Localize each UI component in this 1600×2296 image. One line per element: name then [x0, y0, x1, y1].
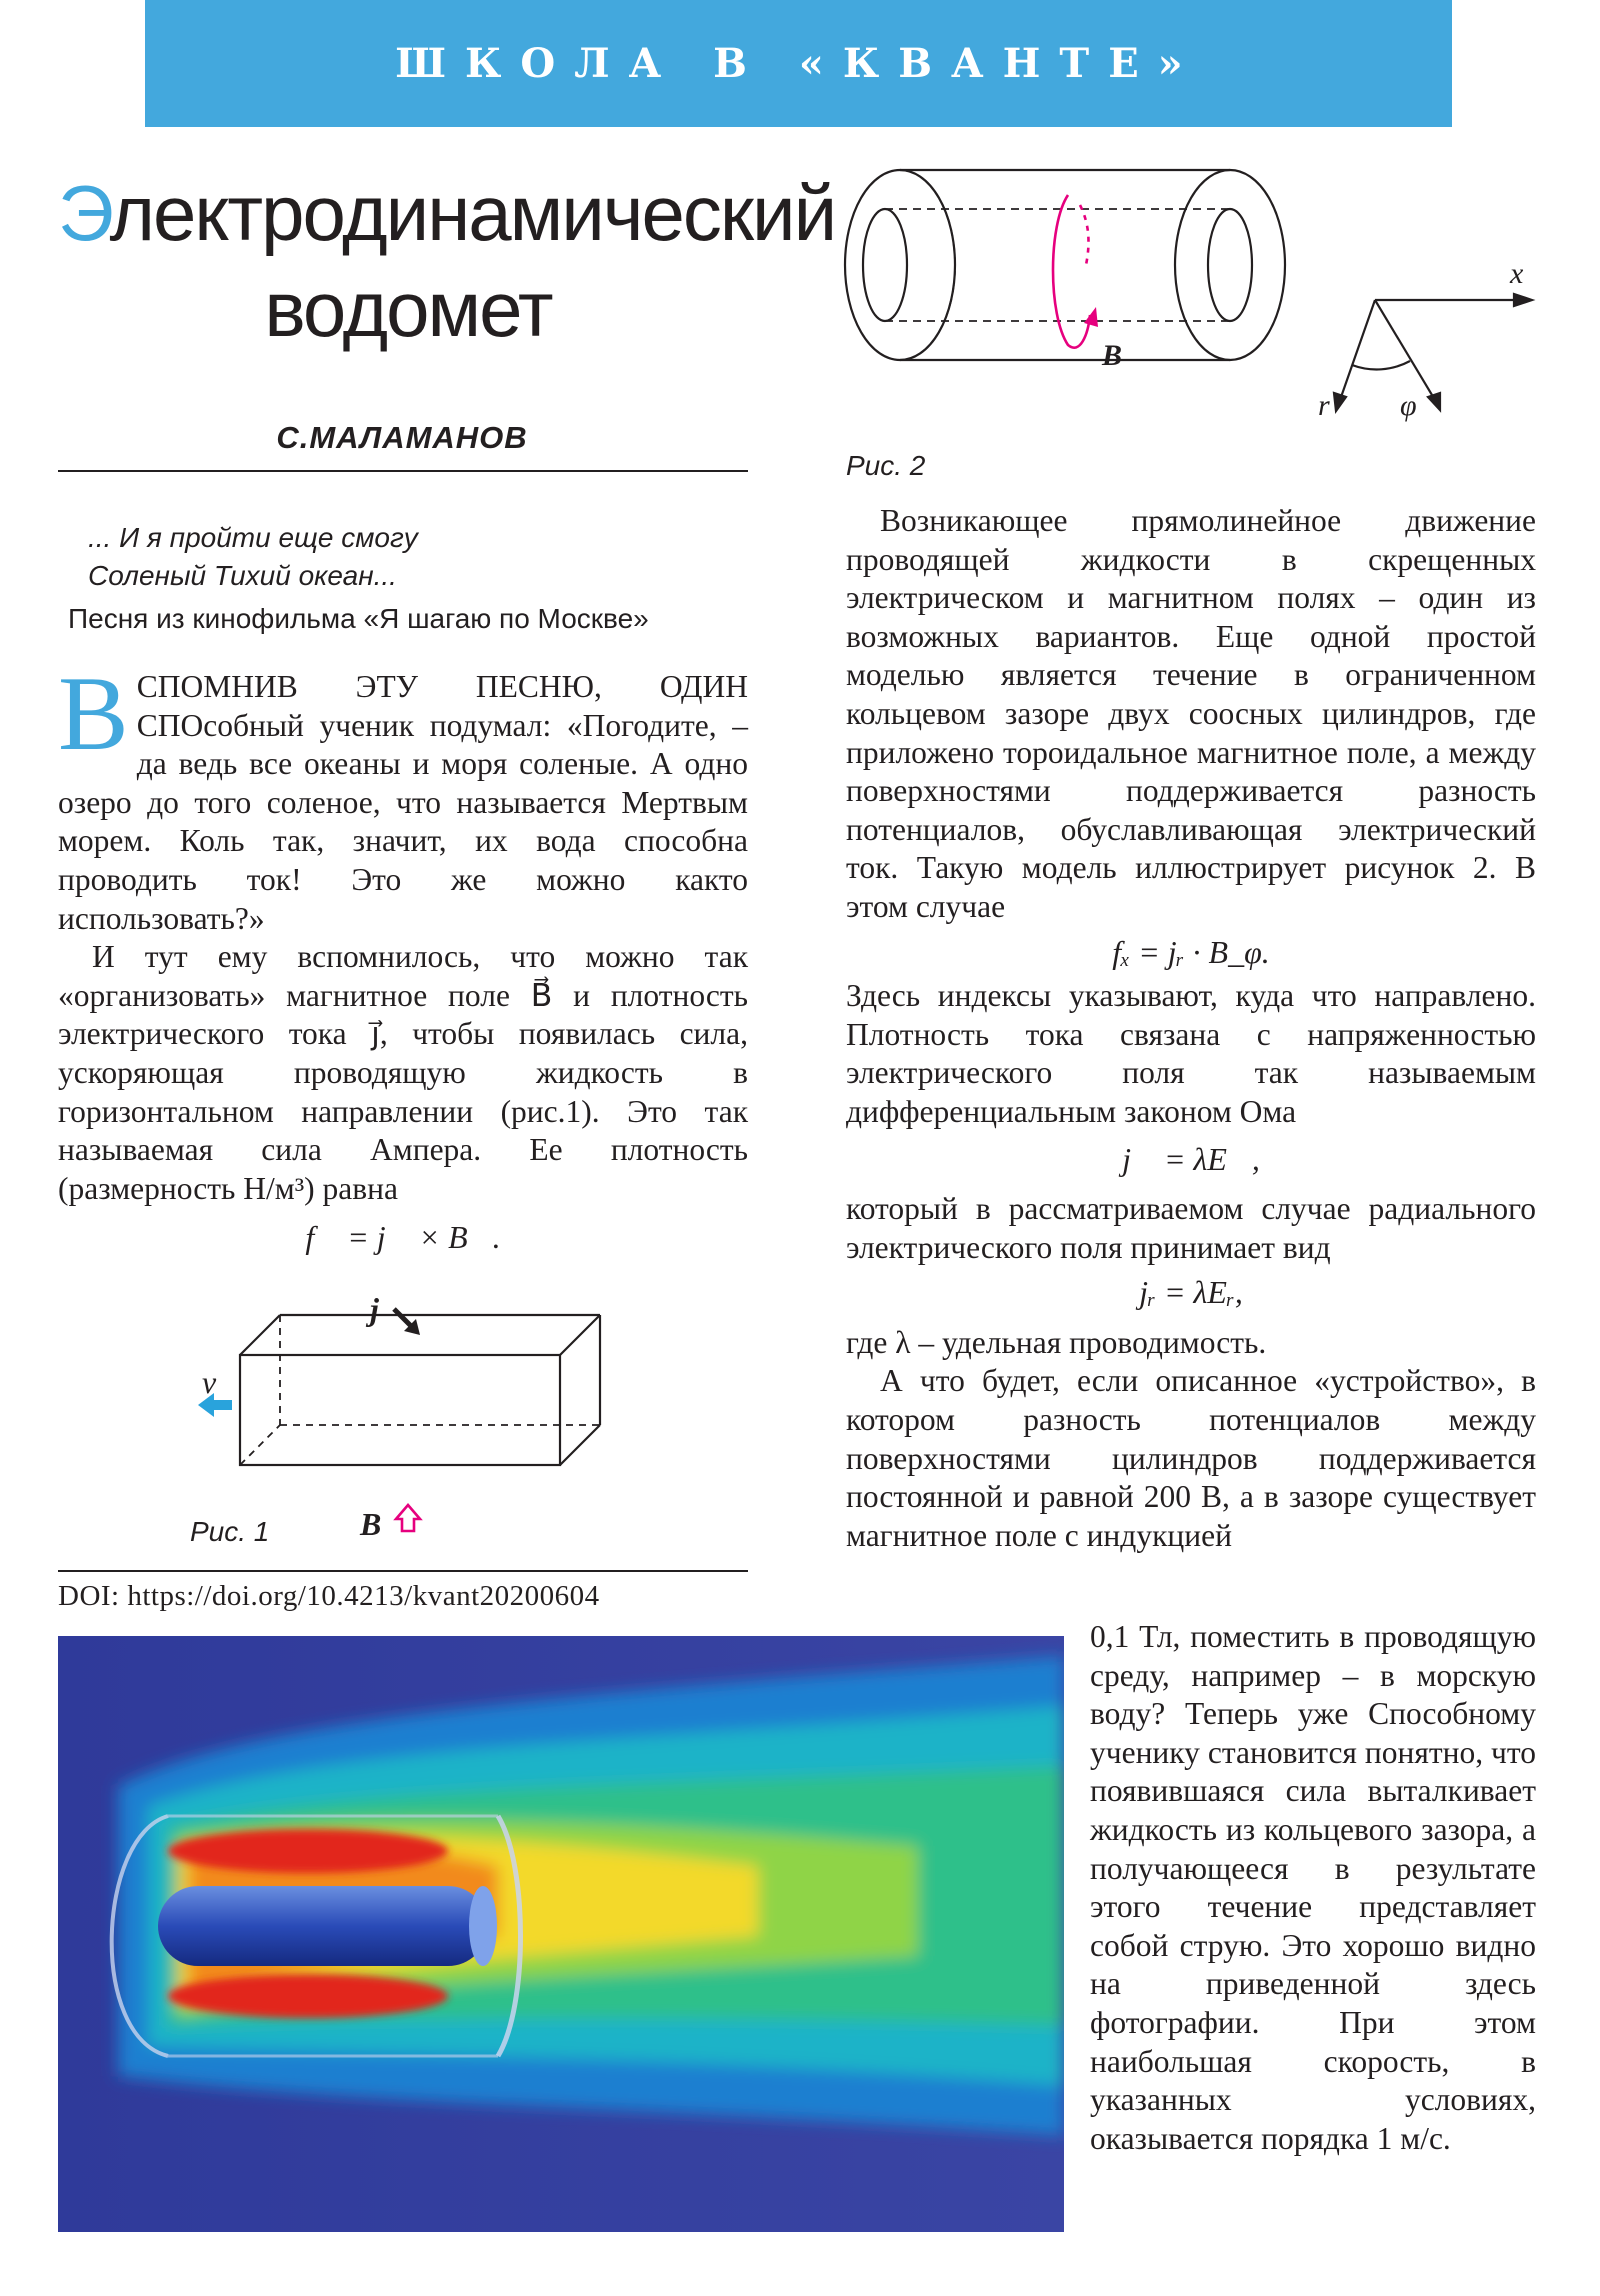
fig1-box-front	[240, 1355, 560, 1465]
epigraph-line1: ... И я пройти еще смогу	[88, 522, 418, 553]
right-paragraph-1: Возникающее прямолинейное движение проводящей жидкости в скрещенных электрическом и магнитном полях – один из возможных вариантов. Еще одной простой моделью является течение в ограниченном кольцевом зазоре двух соосных цилиндров, где приложено тороидальное магнитное поле, а между поверхностями поддерживается разность потенциалов, обуславливающая электрический ток. Такую модель иллюстрирует рисунок 2. В этом случае	[846, 503, 1536, 924]
fig2-inner-left-ellipse	[863, 209, 907, 321]
title-line2: водомет	[264, 265, 552, 353]
fig2-caption: Рис. 2	[846, 450, 926, 481]
fig2-outer-right-ellipse	[1175, 170, 1285, 360]
epigraph-line2: Соленый Тихий океан...	[88, 560, 397, 591]
right-paragraph-5b: 0,1 Тл, поместить в проводящую среду, например – в морскую воду? Теперь уже Способному ученику становится понятно, что появившаяся сила выталкивает жидкость из кольцевого зазора, а получающееся в результате этого течение представляет собой струю. Это хорошо видно на приведенной здесь фотографии. При этом наибольшая скорость, в указанных условиях, оказывается порядка 1 м/с.	[1090, 1619, 1536, 2156]
fig2-label-phi: φ	[1400, 389, 1417, 422]
fig2-inner-right-ellipse	[1208, 209, 1252, 321]
author-rule	[58, 470, 748, 472]
left-column	[58, 655, 748, 1257]
right-column-wrap	[1090, 1618, 1536, 2158]
fig1-hidden-edge	[240, 1425, 280, 1465]
fig1-edge	[560, 1425, 600, 1465]
left-paragraph-1: ВСПОМНИВ ЭТУ ПЕСНЮ, ОДИН СПОсобный ученик подумал: «Погодите, – да ведь все океаны и моря соленые. А одно озеро до того соленое, что называется Мертвым морем. Коль так, значит, их вода способна проводить ток! Это же можно както использовать?»	[58, 655, 748, 936]
fig1-caption: Рис. 1	[190, 1516, 270, 1547]
right-paragraph-2: Здесь индексы указывают, куда что направлено. Плотность тока связана с напряженностью электрического поля так называемым дифференциальным законом Ома	[846, 978, 1536, 1129]
right-paragraph-5a: А что будет, если описанное «устройство», в котором разность потенциалов между поверхностями цилиндров поддерживается постоянной и равной 200 В, а в зазоре существует магнитное поле с индукцией	[846, 1363, 1536, 1553]
doi-rule	[58, 1570, 748, 1572]
fig1-label-b: B	[360, 1506, 382, 1542]
section-header-band	[145, 0, 1452, 127]
fig1-field-arrow	[396, 1505, 420, 1531]
fig1-edge	[560, 1315, 600, 1355]
right-paragraph-3: который в рассматриваемом случае радиального электрического поля принимает вид	[846, 1191, 1536, 1265]
fig1-current-arrow	[394, 1309, 412, 1327]
left-paragraph-2: И тут ему вспомнилось, что можно так «организовать» магнитное поле B⃗ и плотность электрического тока j⃗, чтобы появилась сила, ускоряющая проводящую жидкость в горизонтальном направлении (рис.1). Это так называемая сила Ампера. Ее плотность (размерность Н/м³) равна	[58, 939, 748, 1206]
sim-inner-rod	[158, 1886, 488, 1966]
fig2-axis-phi-arrowhead	[1428, 393, 1440, 410]
formula-ampere: f⃗ = j⃗ × B⃗.	[305, 1219, 501, 1256]
right-column	[846, 502, 1536, 1555]
section-title: ШКОЛА В «КВАНТЕ»	[395, 40, 1202, 87]
fig2-axis-phi	[1375, 300, 1435, 400]
fig2-field-arrowhead	[1084, 307, 1098, 327]
formula-ohm: j⃗ = λE⃗,	[1122, 1140, 1260, 1177]
flow-simulation-image	[58, 1636, 1064, 2232]
formula-jr: jᵣ = λEᵣ,	[1139, 1274, 1243, 1311]
epigraph-source: Песня из кинофильма «Я шагаю по Москве»	[68, 603, 649, 634]
fig2-field-loop-back	[1080, 205, 1088, 265]
sim-jet-red-top	[168, 1829, 448, 1873]
article-title	[58, 165, 836, 357]
doi-text: DOI: https://doi.org/10.4213/kvant20200604	[58, 1580, 600, 1612]
figure-2	[840, 165, 1540, 435]
fig2-label-b: B	[1102, 339, 1123, 372]
drop-cap: В	[58, 655, 129, 772]
title-rest: лектродинамический	[109, 169, 836, 257]
formula-fx: fₓ = jᵣ · B_φ.	[1112, 933, 1270, 970]
author: С.МАЛАМАНОВ	[276, 420, 528, 455]
fig2-label-r: r	[1318, 389, 1330, 422]
fig2-axis-r	[1340, 300, 1375, 400]
fig2-angle-arc	[1352, 361, 1410, 369]
right-paragraph-4: где λ – удельная проводимость.	[846, 1324, 1267, 1360]
fig2-label-x: x	[1510, 257, 1524, 290]
fig2-hidden-arc	[900, 170, 955, 360]
sim-jet-red-bottom	[168, 1974, 448, 2018]
fig2-axis-r-arrowhead	[1334, 393, 1346, 411]
fig1-edge	[240, 1315, 280, 1355]
fig1-label-v: v	[202, 1364, 217, 1400]
title-first-letter: Э	[58, 169, 110, 257]
sim-rod-end	[469, 1886, 497, 1966]
fig2-axis-x-arrowhead	[1514, 294, 1532, 306]
fig1-label-j: j	[370, 1295, 379, 1327]
